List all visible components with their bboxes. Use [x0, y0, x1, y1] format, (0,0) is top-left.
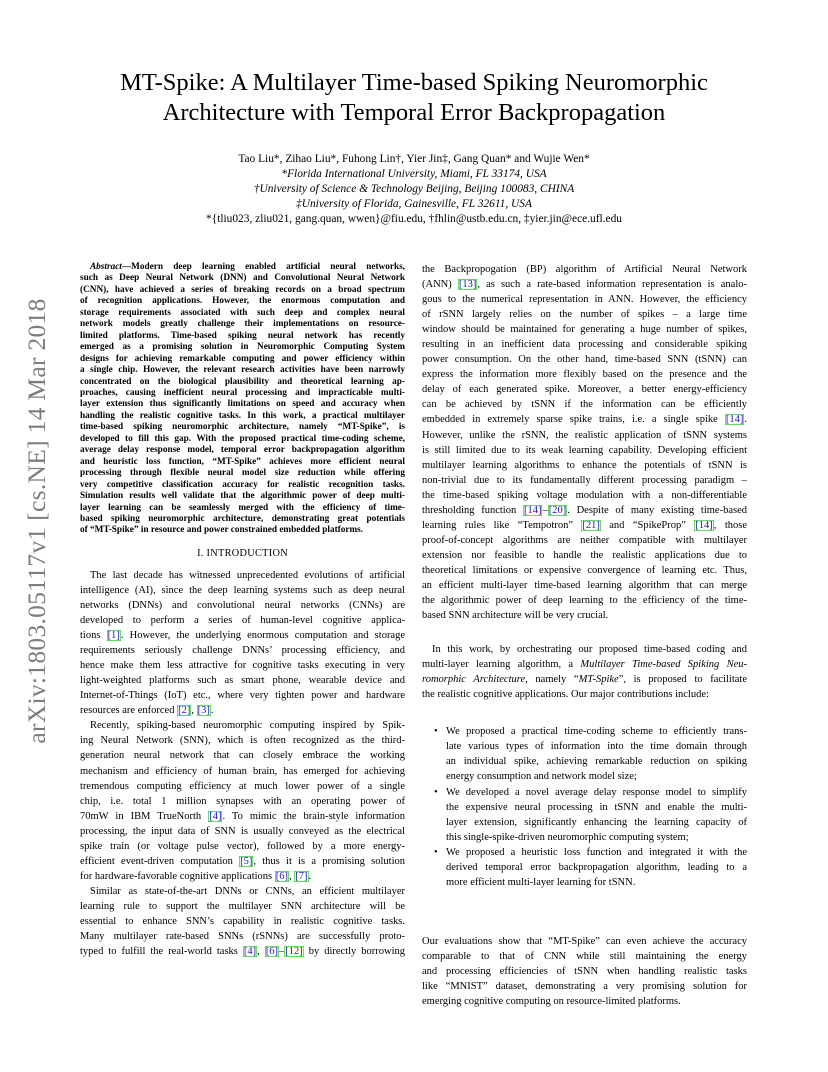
abstract-line: layer learning can be seamlessly merged with the efficiency of time-: [80, 502, 405, 513]
abstract-line: limited platforms. Time-based spiking neural network has recently: [80, 330, 405, 341]
citation-link[interactable]: [6]: [265, 946, 278, 958]
right-paragraph-1: the Backpropogation (BP) algorithm of Artificial Neural Network (ANN) [13], as such a rate-based information representation is analo- gous to the numerical representation in ANN. However, the efficiency of rSNN largely relies on the number of spikes – a large time window should be maintained for generating a huge number of spikes, resulting in an inefficient data processing and considerable spiking power consumption. On the other hand, time-based SNN (tSNN) can express the information more flexibly based on the presence and the delay of each generated spike. Moreover, a better energy-efficiency can be achieved by tSNN if the information can be efficiently embedded in extremely sparse spike trains, i.e. a single spike [14]. However, unlike the rSNN, the realistic application of tSNN systems is still limited due to its weak learning capability. Developing efficient multilayer learning algorithms to enhance the potentials of tSNN is non-trivial due to its fundamentally different processing paradigm – the time-based spiking voltage modulation with a non-differentiable thresholding function [14]–[20]. Despite of many existing time-based learning rules like “Tempotron” [21] and “SpikeProp” [14], those proof-of-concept algorithms are neither compatible with multilayer extension nor feasible to handle the realistic applications due to theoretical limitations or expensive convergence of learning etc. Thus, an efficient multi-layer time-based learning algorithm that can merge the algorithmic power of deep learning to the efficiency of the time- based SNN architecture will be very crucial.: [422, 264, 747, 622]
author-names: Tao Liu*, Zihao Liu*, Fuhong Lin†, Yier Jin‡, Gang Quan* and Wujie Wen*: [238, 153, 590, 165]
author-block: [60, 152, 768, 227]
abstract-line: such as Deep Neural Network (DNN) and Convolutional Neural Network: [80, 273, 405, 284]
abstract-line: processing through flexible neural model size reduction while offering: [80, 468, 405, 479]
title-line-2: Architecture with Temporal Error Backpropagation: [162, 99, 666, 126]
arxiv-sidebar-stamp: [22, 282, 52, 760]
affiliation-1: *Florida International University, Miami, FL 33174, USA: [281, 168, 547, 180]
abstract-line: of recognition applications. However, the enormous computation and: [80, 296, 405, 307]
citation-link[interactable]: [4]: [209, 810, 222, 822]
affiliation-3: ‡University of Florida, Gainesville, FL 32611, USA: [296, 198, 532, 210]
abstract-line: storage requirements associated with such deep and complex neural: [80, 307, 405, 318]
citation-link[interactable]: [14]: [523, 504, 542, 516]
citation-link[interactable]: [3]: [197, 705, 210, 717]
section-heading-introduction: I. INTRODUCTION: [197, 547, 288, 559]
bullet-icon: •: [434, 786, 438, 798]
abstract-line: time-based spiking neuromorphic architecture, namely “MT-Spike”, is: [80, 422, 405, 433]
left-column: [80, 262, 405, 959]
citation-link[interactable]: [12]: [285, 946, 303, 958]
citation-link[interactable]: [1]: [107, 630, 120, 642]
abstract-line: proaches, causing inefficient neural processing and impracticable multi-: [80, 387, 405, 398]
citation-link[interactable]: [4]: [243, 946, 257, 958]
citation-link[interactable]: [21]: [582, 519, 600, 531]
citation-link[interactable]: [6]: [275, 870, 288, 882]
text-line-with-ref: tions [1]. However, the underlying enormous computation and storage: [80, 630, 406, 642]
text-line-with-ref: efficient event-driven computation [5], thus it is a promising solution: [80, 855, 405, 867]
contributions-list: [422, 724, 747, 890]
intro-paragraph-1: The last decade has witnessed unprecedented evolutions of artificial intelligence (AI), since the deep learning systems such as deep neural networks (DNNs) and convolutional neural networks (CNNs) are developed to perform a series of human-level cognitive applica- tions [1]. However, the underlying enormous computation and storage requirements seriously challenge DNNs’ processing efficiency, and hence make them less attractive for cognitive tasks executing in very light-weighted platforms such as smart phone, wearable device and Internet-of-Things (IoT) etc., where very tighten power and hardware resources are enforced [2], [3].: [80, 568, 405, 718]
architecture-name: Multilayer Time-based Spiking Neu-: [580, 659, 747, 671]
citation-link[interactable]: [2]: [178, 705, 191, 717]
abstract-line: very competitive classification accuracy for realistic recognition tasks.: [80, 479, 405, 490]
intro-paragraph-3: Similar as state-of-the-art DNNs or CNNs, an efficient multilayer learning rule to support the multilayer SNN architecture will be essential to enhance SNN’s capability in realistic cognitive tasks. Many multilayer rate-based SNNs (rSNNs) are successfully proto- typed to fulfill the real-world tasks [4], [6]–[12] by directly borrowing: [80, 884, 405, 959]
abstract-line: layer extension thus significantly limitations on speed and accuracy when: [80, 399, 405, 410]
abstract-line: handling the realistic cognitive tasks. In this work, a practical multilayer: [80, 410, 405, 421]
text-line-with-ref: for hardware-favorable cognitive applications [6], [7].: [80, 870, 312, 882]
abstract-line: based spiking neuromorphic architecture, demonstrating great potentials: [80, 513, 405, 524]
abstract-line: concentrated on the biological plausibility and theoretical learning ap-: [80, 376, 405, 387]
bullet-icon: •: [434, 846, 438, 858]
abstract-label: Abstract: [90, 262, 122, 272]
abstract-line: a single chip. However, the relevant research activities have been narrowly: [80, 365, 405, 376]
abstract: [80, 262, 405, 537]
text-line-with-ref: 70mW in IBM TrueNorth [4]. To mimic the brain-style information: [80, 810, 406, 822]
abstract-line: of “MT-Spike” in resource and power constrained embedded platforms.: [80, 525, 364, 536]
title-line-1: MT-Spike: A Multilayer Time-based Spiking Neuromorphic: [120, 69, 708, 96]
text-line-with-ref: typed to fulfill the real-world tasks [4], [6]–[12] by directly borrowing: [80, 946, 405, 958]
list-item: • We proposed a practical time-coding scheme to efficiently trans- late various types of information into the time domain through an individual spike, achieving remarkable reduction on spiking energy consumption and network model size;: [434, 726, 747, 783]
abstract-line: Abstract—Modern deep learning enabled artificial neural networks,: [90, 262, 405, 272]
abstract-line: average delay response model, temporal error backpropagation algorithm: [80, 445, 405, 456]
mt-spike-name: MT-Spike: [578, 674, 619, 686]
right-column: [422, 262, 747, 1009]
right-paragraph-3: Our evaluations show that “MT-Spike” can even achieve the accuracy comparable to that of CNN while still maintaining the energy and processing efficiencies of tSNN when handling realistic tasks like “MNIST” dataset, demonstrating a very promising solution for emerging cognitive computing on resource-limited platforms.: [422, 935, 747, 1008]
abstract-line: emerged as a promising solution in Neuromorphic Computing System: [80, 342, 405, 353]
abstract-line: Simulation results well validate that the algorithmic power of deep multi-: [80, 491, 405, 502]
citation-link[interactable]: [20]: [548, 504, 567, 516]
list-item: • We proposed a heuristic loss function and integrated it with the derived temporal error backpropagation algorithm, leading to a more efficient multi-layer learning for tSNN.: [434, 846, 747, 888]
author-emails: *{tliu023, zliu021, gang.quan, wwen}@fiu.edu, †fhlin@ustb.edu.cn, ‡yier.jin@ece.ufl.edu: [206, 213, 622, 225]
affiliation-2: †University of Science & Technology Beijing, Beijing 100083, CHINA: [253, 183, 575, 195]
text-line-with-ref: thresholding function [14]–[20]. Despite of many existing time-based: [422, 504, 747, 516]
text-line-with-ref: embedded in extremely sparse spike trains, i.e. a single spike [14].: [422, 414, 747, 426]
text-line-with-ref: (ANN) [13], as such a rate-based information representation is analo-: [422, 279, 747, 291]
abstract-line: and heuristic loss function, “MT-Spike” achieves more efficient neural: [80, 456, 405, 467]
citation-link[interactable]: [13]: [458, 279, 477, 291]
citation-link[interactable]: [14]: [725, 414, 744, 426]
abstract-line: network models greatly challenge their implementations on resource-: [80, 319, 405, 330]
abstract-line: developed to fill this gap. With the proposed practical time-coding scheme,: [80, 433, 405, 444]
text-line-with-ref: learning rules like “Tempotron” [21] and “SpikeProp” [14], those: [422, 519, 747, 531]
text-line-with-ref: resources are enforced [2], [3].: [80, 705, 214, 717]
paper-title: [60, 68, 768, 128]
citation-link[interactable]: [14]: [695, 519, 713, 531]
abstract-line: (CNN), have achieved a series of breaking records on a broad spectrum: [80, 284, 405, 295]
citation-link[interactable]: [5]: [240, 855, 253, 867]
abstract-line: designs for achieving remarkable computing and power efficiency within: [80, 353, 405, 364]
intro-paragraph-2: Recently, spiking-based neuromorphic computing inspired by Spik- ing Neural Network (SNN), which is often recognized as the third- generation neural network that can closely embrace the working mechanism and efficiency of human brain, has emerged for achieving tremendous computing efficiency at much lower power of a single chip, i.e. total 1 million synapses with an operating power of 70mW in IBM TrueNorth [4]. To mimic the brain-style information processing, the input data of SNN is usually conveyed as the electrical spike train (or voltage pulse vector), followed by a more energy- efficient event-driven computation [5], thus it is a promising solution for hardware-favorable cognitive applications [6], [7].: [80, 718, 405, 884]
list-item: • We developed a novel average delay response model to simplify the expensive neural processing in tSNN and enable the multi- layer extension, significantly enhancing the learning capacity of this single-spike-driven neuromorphic computing system;: [434, 786, 747, 843]
right-paragraph-2: In this work, by orchestrating our proposed time-based coding and multi-layer learning algorithm, a Multilayer Time-based Spiking Neu- romorphic Architecture, namely “MT-Spike”, is proposed to facilitate the realistic cognitive applications. Our major contributions include:: [422, 644, 747, 701]
citation-link[interactable]: [7]: [295, 870, 308, 882]
bullet-icon: •: [434, 726, 438, 738]
arxiv-id: arXiv:1803.05117v1 [cs.NE] 14 Mar 2018: [22, 298, 51, 744]
